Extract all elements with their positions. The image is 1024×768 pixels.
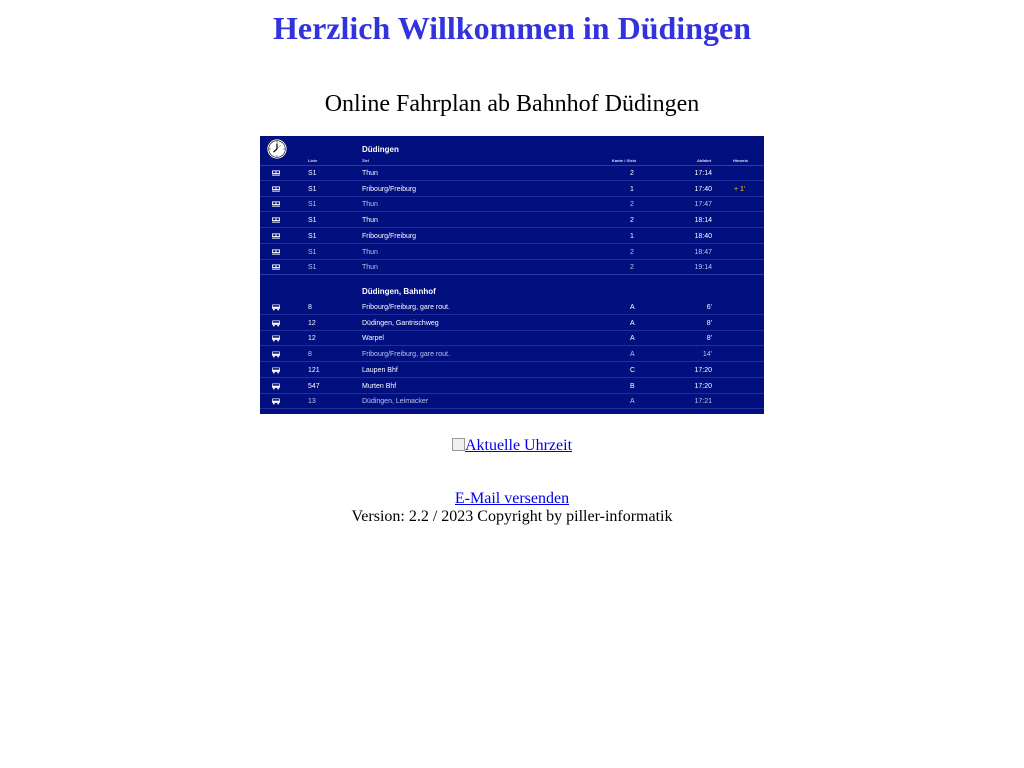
- train-icon: [271, 186, 281, 193]
- table-row: [260, 260, 764, 275]
- row-destination: Fribourg/Freiburg: [362, 185, 417, 193]
- row-line: S1: [308, 232, 317, 240]
- row-destination: Warpel: [362, 335, 384, 343]
- bus-icon: [271, 367, 281, 374]
- row-destination: Düdingen, Leimacker: [362, 398, 429, 406]
- row-destination: Thun: [362, 264, 378, 272]
- row-line: 121: [308, 366, 320, 374]
- row-divider: [260, 408, 764, 409]
- row-destination: Thun: [362, 248, 378, 256]
- train-icon: [271, 201, 281, 208]
- train-icon: [271, 217, 281, 224]
- row-line: 547: [308, 382, 320, 390]
- row-departure: 19:14: [694, 264, 712, 272]
- header-line: Linie: [308, 158, 318, 163]
- table-row: [260, 213, 764, 228]
- row-platform: C: [630, 366, 636, 374]
- row-platform: 2: [630, 201, 634, 209]
- header-platform: Kante / Gleis: [612, 158, 637, 163]
- table-row: [260, 300, 764, 315]
- row-line: S1: [308, 185, 317, 193]
- row-departure: 17:40: [694, 185, 712, 193]
- row-departure: 17:47: [694, 201, 712, 209]
- row-departure: 8': [706, 319, 712, 327]
- table-row: [260, 316, 764, 331]
- row-platform: A: [630, 319, 635, 327]
- row-destination: Laupen Bhf: [362, 366, 398, 374]
- table-row: [260, 347, 764, 362]
- page-subtitle: Online Fahrplan ab Bahnhof Düdingen: [324, 91, 700, 117]
- table-row: [260, 245, 764, 260]
- row-line: 13: [308, 398, 316, 406]
- train-icon: [271, 233, 281, 240]
- table-row: [260, 229, 764, 244]
- row-platform: 1: [630, 185, 634, 193]
- stop-title: Düdingen, Bahnhof: [362, 287, 436, 296]
- row-platform: A: [630, 335, 635, 343]
- table-row: [260, 166, 764, 181]
- row-departure: 8': [706, 335, 712, 343]
- row-line: 8: [308, 351, 312, 359]
- row-note: + 1': [734, 185, 746, 193]
- row-destination: Düdingen, Gantrischweg: [362, 319, 439, 327]
- row-platform: 2: [630, 264, 634, 272]
- row-line: 12: [308, 319, 316, 327]
- train-icon: [271, 249, 281, 256]
- current-time-link[interactable]: [452, 436, 572, 456]
- row-departure: 17:20: [694, 366, 712, 374]
- row-platform: 2: [630, 248, 634, 256]
- header-departure: Abfahrt: [697, 158, 712, 163]
- row-line: 8: [308, 304, 312, 311]
- train-icon: [271, 264, 281, 271]
- bus-icon: [271, 351, 281, 358]
- row-platform: 2: [630, 217, 634, 225]
- row-departure: 6': [706, 304, 712, 311]
- train-icon: [271, 170, 281, 177]
- table-row: [260, 331, 764, 346]
- version-text: Version: 2.2 / 2023 Copyright by piller-informatik: [351, 508, 673, 525]
- row-platform: A: [630, 398, 635, 406]
- row-departure: 18:40: [694, 232, 712, 240]
- row-departure: 17:20: [694, 382, 712, 390]
- row-destination: Murten Bhf: [362, 382, 397, 390]
- departure-board: [260, 136, 764, 414]
- table-row: [260, 363, 764, 378]
- row-line: S1: [308, 217, 317, 225]
- row-line: S1: [308, 170, 317, 177]
- row-departure: 17:14: [694, 170, 712, 177]
- row-destination: Fribourg/Freiburg, gare rout.: [362, 351, 450, 359]
- row-destination: Thun: [362, 201, 378, 209]
- row-departure: 18:47: [694, 248, 712, 256]
- clock-icon: [267, 139, 287, 159]
- send-email-link[interactable]: E-Mail versenden: [454, 490, 570, 507]
- row-destination: Fribourg/Freiburg, gare rout.: [362, 304, 450, 311]
- row-platform: 2: [630, 170, 634, 177]
- row-platform: A: [630, 351, 635, 359]
- row-line: S1: [308, 248, 317, 256]
- row-destination: Thun: [362, 170, 378, 177]
- section-divider: [260, 274, 764, 275]
- row-line: S1: [308, 264, 317, 272]
- table-row: [260, 394, 764, 409]
- row-platform: B: [630, 382, 635, 390]
- bus-icon: [271, 320, 281, 327]
- header-note: Hinweis: [733, 158, 749, 163]
- row-destination: Thun: [362, 217, 378, 225]
- page-title: Herzlich Willkommen in Düdingen: [273, 10, 751, 46]
- row-line: 12: [308, 335, 316, 343]
- bus-icon: [271, 335, 281, 342]
- current-time-label: Aktuelle Uhrzeit: [464, 437, 573, 454]
- station-title: Düdingen: [362, 145, 399, 154]
- row-destination: Fribourg/Freiburg: [362, 232, 417, 240]
- row-platform: 1: [630, 232, 634, 240]
- bus-icon: [271, 304, 281, 311]
- row-departure: 17:21: [694, 398, 712, 406]
- table-row: [260, 379, 764, 394]
- row-platform: A: [630, 304, 635, 311]
- row-departure: 18:14: [694, 217, 712, 225]
- bus-icon: [271, 398, 281, 405]
- bus-icon: [271, 383, 281, 390]
- table-row: [260, 197, 764, 212]
- row-departure: 14': [702, 351, 712, 359]
- header-destination: Ziel: [362, 158, 369, 163]
- row-line: S1: [308, 201, 317, 209]
- broken-image-icon: [452, 438, 465, 451]
- table-row: [260, 182, 764, 197]
